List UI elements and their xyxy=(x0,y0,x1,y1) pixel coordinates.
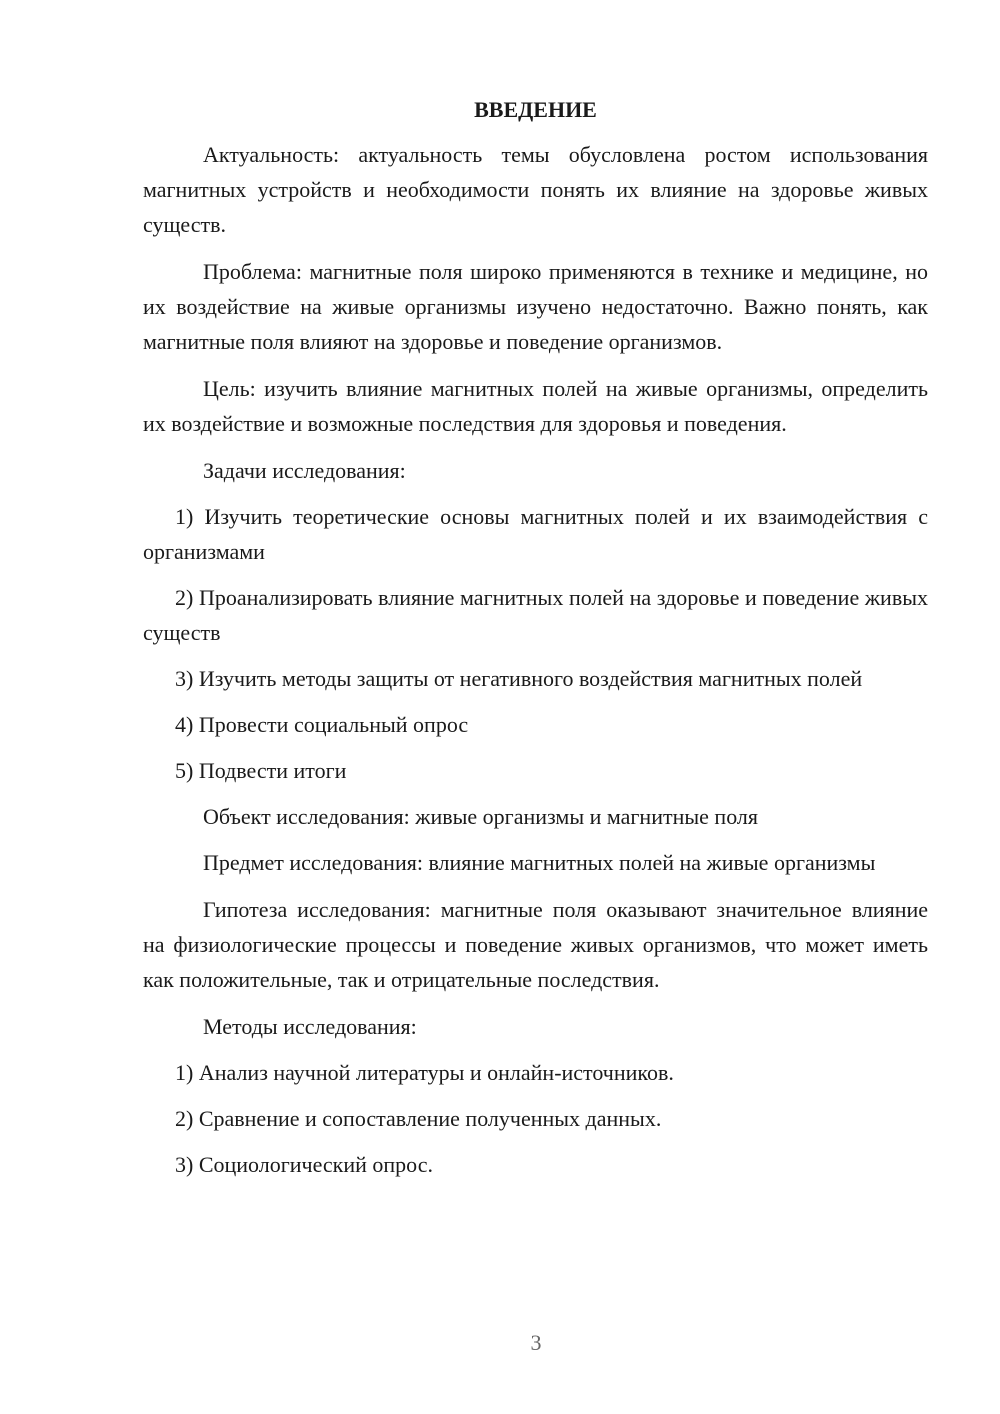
object-paragraph: Объект исследования: живые организмы и магнитные поля xyxy=(203,804,758,829)
method-item: 2) Сравнение и сопоставление полученных данных. xyxy=(175,1106,662,1131)
method-item: 3) Социологический опрос. xyxy=(175,1152,433,1177)
goal-paragraph: Цель: изучить влияние магнитных полей на живые организмы, определить их воздействие и возможные последствия для здоровья и поведения. xyxy=(143,376,928,436)
problem-paragraph: Проблема: магнитные поля широко применяются в технике и медицине, но их воздействие на живые организмы изучено недостаточно. Важно понять, как магнитные поля влияют на здоровье и поведение организмов. xyxy=(143,259,928,354)
page-number: 3 xyxy=(530,1330,542,1355)
tasks-heading: Задачи исследования: xyxy=(203,458,406,483)
method-item: 1) Анализ научной литературы и онлайн-источников. xyxy=(175,1060,674,1085)
task-item: 3) Изучить методы защиты от негативного воздействия магнитных полей xyxy=(175,666,863,691)
task-item: 1) Изучить теоретические основы магнитных полей и их взаимодействия с организмами xyxy=(143,504,928,564)
page-title: ВВЕДЕНИЕ xyxy=(474,97,597,122)
task-item: 4) Провести социальный опрос xyxy=(175,712,469,737)
subject-paragraph: Предмет исследования: влияние магнитных полей на живые организмы xyxy=(203,850,876,875)
hypothesis-paragraph: Гипотеза исследования: магнитные поля оказывают значительное влияние на физиологические процессы и поведение живых организмов, что может иметь как положительные, так и отрицательные последствия. xyxy=(143,897,928,992)
methods-heading: Методы исследования: xyxy=(203,1014,417,1039)
relevance-paragraph: Актуальность: актуальность темы обусловлена ростом использования магнитных устройств и необходимости понять их влияние на здоровье живых существ. xyxy=(143,142,928,237)
task-item: 2) Проанализировать влияние магнитных полей на здоровье и поведение живых существ xyxy=(143,585,928,645)
task-item: 5) Подвести итоги xyxy=(175,758,347,783)
document-page xyxy=(143,92,928,1193)
